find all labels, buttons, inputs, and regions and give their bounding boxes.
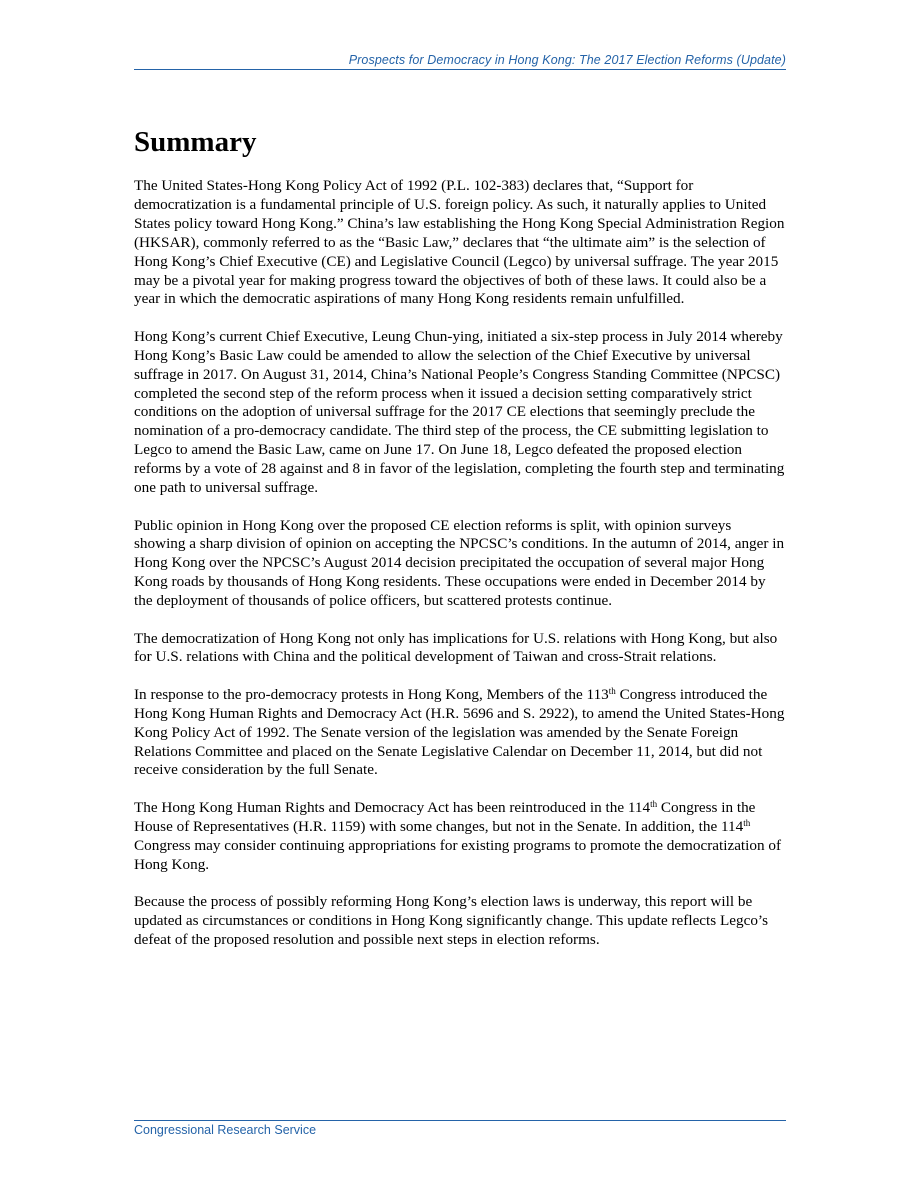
summary-body	[134, 177, 786, 968]
paragraph-113-text-before: In response to the pro-democracy protests in Hong Kong, Members of the 113	[134, 685, 609, 703]
paragraph-114-text-part2: Congress in the House of Representatives (H.R. 1159) with some changes, but not in the Senate. In addition, the 114	[134, 798, 756, 835]
paragraph-implications: The democratization of Hong Kong not only has implications for U.S. relations with Hong Kong, but also for U.S. relations with China and the political development of Taiwan and cross-Strait relations.	[134, 629, 778, 666]
paragraph-update-note: Because the process of possibly reforming Hong Kong’s election laws is underway, this report will be updated as circumstances or conditions in Hong Kong significantly change. This update reflects Legco’s defeat of the proposed resolution and possible next steps in election reforms.	[134, 893, 769, 948]
ordinal-suffix: th	[743, 817, 751, 828]
header-divider	[134, 69, 786, 70]
page-title: Summary	[134, 126, 257, 158]
footer-publisher: Congressional Research Service	[134, 1123, 317, 1137]
paragraph-reform-process: Hong Kong’s current Chief Executive, Leung Chun-ying, initiated a six-step process in July 2014 whereby Hong Kong’s Basic Law could be amended to allow the selection of the Chief Executive by universal suffrage in 2017. On August 31, 2014, China’s National People’s Congress Standing Committee (NPCSC) completed the second step of the reform process when it issued a decision setting comparatively strict conditions on the adoption of universal suffrage for the 2017 CE elections that seemingly preclude the nomination of a pro-democracy candidate. The third step of the process, the CE submitting legislation to Legco to amend the Basic Law, came on June 17. On June 18, Legco defeated the proposed election reforms by a vote of 28 against and 8 in favor of the legislation, completing the fourth step and terminating one path to universal suffrage.	[134, 327, 785, 497]
paragraph-114th-congress	[134, 799, 786, 875]
ordinal-suffix: th	[650, 798, 658, 809]
paragraph-policy-act: The United States-Hong Kong Policy Act of 1992 (P.L. 102-383) declares that, “Support for democratization is a fundamental principle of U.S. foreign policy. As such, it naturally applies to United States policy toward Hong Kong.” China’s law establishing the Hong Kong Special Administration Region (HKSAR), commonly referred to as the “Basic Law,” declares that “the ultimate aim” is the selection of Hong Kong’s Chief Executive (CE) and Legislative Council (Legco) by universal suffrage. The year 2015 may be a pivotal year for making progress toward the objectives of both of these laws. It could also be a year in which the democratic aspirations of many Hong Kong residents remain unfulfilled.	[134, 177, 785, 308]
paragraph-113th-congress	[134, 686, 786, 781]
paragraph-114-text-part3: Congress may consider continuing appropriations for existing programs to promote the democratization of Hong Kong.	[134, 836, 782, 873]
footer-divider	[134, 1120, 786, 1121]
running-header-title: Prospects for Democracy in Hong Kong: The 2017 Election Reforms (Update)	[348, 53, 786, 67]
paragraph-114-text-part1: The Hong Kong Human Rights and Democracy Act has been reintroduced in the 114	[134, 798, 651, 816]
paragraph-113-text-after: Congress introduced the Hong Kong Human Rights and Democracy Act (H.R. 5696 and S. 2922), to amend the United States-Hong Kong Policy Act of 1992. The Senate version of the legislation was amended by the Senate Foreign Relations Committee and placed on the Senate Legislative Calendar on December 11, 2014, but did not receive consideration by the full Senate.	[134, 685, 785, 779]
ordinal-suffix: th	[608, 685, 616, 696]
paragraph-public-opinion: Public opinion in Hong Kong over the proposed CE election reforms is split, with opinion surveys showing a sharp division of opinion on accepting the NPCSC’s conditions. In the autumn of 2014, anger in Hong Kong over the NPCSC’s August 2014 decision precipitated the occupation of several major Hong Kong roads by thousands of Hong Kong residents. These occupations were ended in December 2014 by the deployment of thousands of police officers, but scattered protests continue.	[134, 516, 785, 610]
